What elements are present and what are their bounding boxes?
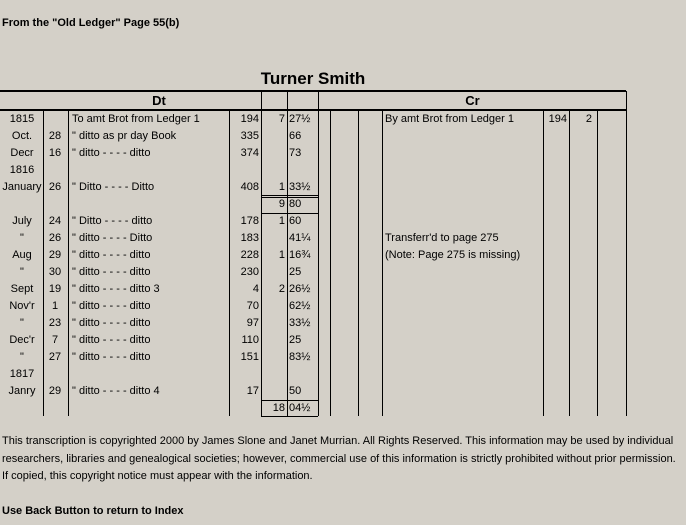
debit-desc-cell bbox=[72, 196, 228, 213]
debit-folio-cell: 97 bbox=[246, 317, 259, 329]
debit-pounds-cell bbox=[262, 145, 285, 162]
debit-folio-cell: 230 bbox=[240, 266, 259, 278]
debit-pounds-cell bbox=[262, 315, 285, 332]
debit-shillings-cell bbox=[289, 162, 317, 179]
debit-folio-cell bbox=[230, 162, 259, 179]
debit-folio-cell bbox=[230, 196, 259, 213]
debit-folio-cell bbox=[230, 366, 259, 383]
debit-desc-cell: " ditto - - - - ditto bbox=[72, 351, 151, 363]
credit-desc-cell bbox=[385, 179, 542, 196]
debit-pounds-cell bbox=[262, 383, 285, 400]
debit-day-cell: 30 bbox=[48, 266, 62, 278]
debit-day-cell: 26 bbox=[48, 181, 62, 193]
credit-pounds-cell bbox=[570, 247, 592, 264]
debit-folio-cell: 178 bbox=[240, 215, 259, 227]
debit-day-cell: 23 bbox=[48, 317, 62, 329]
debit-desc-cell: " ditto - - - - ditto bbox=[72, 249, 151, 261]
debit-month-cell: " bbox=[20, 266, 24, 278]
debit-day-cell: 29 bbox=[48, 385, 62, 397]
debit-desc-cell bbox=[72, 162, 228, 179]
debit-shillings-cell: 27½ bbox=[289, 113, 311, 125]
credit-folio-cell bbox=[544, 128, 567, 145]
credit-pounds-cell bbox=[570, 213, 592, 230]
debit-folio-cell: 4 bbox=[252, 283, 259, 295]
debit-pounds-cell bbox=[262, 230, 285, 247]
debit-shillings-cell: 16¾ bbox=[289, 249, 311, 261]
debit-shillings-cell: 41¼ bbox=[289, 232, 311, 244]
debit-pounds-cell bbox=[262, 162, 285, 179]
debit-pounds-cell: 18 bbox=[272, 402, 285, 414]
debit-day-cell bbox=[44, 400, 66, 417]
debit-pounds-cell: 1 bbox=[278, 181, 285, 193]
debit-month-cell: Nov'r bbox=[9, 300, 35, 312]
debit-pounds-cell bbox=[262, 332, 285, 349]
debit-desc-cell: " Ditto - - - - ditto bbox=[72, 215, 153, 227]
debit-pounds-cell bbox=[262, 264, 285, 281]
account-name: Turner Smith bbox=[260, 69, 366, 88]
column-divider bbox=[382, 110, 383, 416]
credit-shillings-cell bbox=[599, 230, 625, 247]
credit-pounds-cell: 2 bbox=[585, 113, 592, 125]
debit-day-cell bbox=[44, 111, 66, 128]
debit-pounds-cell: 2 bbox=[278, 283, 285, 295]
debit-shillings-cell: 25 bbox=[289, 334, 302, 346]
credit-shillings-cell bbox=[599, 162, 625, 179]
debit-shillings-cell: 33½ bbox=[289, 317, 311, 329]
debit-folio-cell: 335 bbox=[240, 130, 259, 142]
debit-month-cell bbox=[2, 400, 42, 417]
debit-day-cell: 29 bbox=[48, 249, 62, 261]
debit-pounds-cell bbox=[262, 298, 285, 315]
debit-shillings-cell: 73 bbox=[289, 147, 302, 159]
debit-pounds-cell bbox=[262, 128, 285, 145]
debit-pounds-cell: 9 bbox=[278, 198, 285, 210]
credit-header: Cr bbox=[465, 93, 480, 108]
debit-desc-cell: " ditto - - - - ditto bbox=[72, 334, 151, 346]
debit-month-cell: Dec'r bbox=[9, 334, 35, 346]
debit-folio-cell: 70 bbox=[246, 300, 259, 312]
credit-folio-cell bbox=[544, 230, 567, 247]
credit-shillings-cell bbox=[599, 196, 625, 213]
credit-desc-cell bbox=[385, 196, 542, 213]
credit-shillings-cell bbox=[599, 111, 625, 128]
column-divider bbox=[318, 91, 319, 416]
debit-desc-cell: " Ditto - - - - Ditto bbox=[72, 181, 155, 193]
debit-pounds-cell bbox=[262, 366, 285, 383]
credit-pounds-cell bbox=[570, 162, 592, 179]
debit-pounds-cell bbox=[262, 349, 285, 366]
debit-day-cell: 26 bbox=[48, 232, 62, 244]
debit-shillings-cell: 83½ bbox=[289, 351, 311, 363]
credit-desc-cell bbox=[385, 162, 542, 179]
column-divider bbox=[330, 110, 331, 416]
debit-desc-cell: " ditto - - - - ditto bbox=[72, 317, 151, 329]
copyright-notice: This transcription is copyrighted 2000 by James Slone and Janet Murrian. All Rights Reserved. This information may be used by individual researchers, libraries and genealogical societies; however, commercial use of this information is strictly prohibited without prior permission. If copied, this copyright notice must appear with the information. bbox=[2, 435, 676, 482]
debit-day-cell: 19 bbox=[48, 283, 62, 295]
debit-shillings-cell: 62½ bbox=[289, 300, 311, 312]
credit-desc-cell bbox=[385, 145, 542, 162]
debit-month-cell: Aug bbox=[12, 249, 32, 261]
subtotal-rule bbox=[261, 213, 318, 214]
credit-shillings-cell bbox=[599, 213, 625, 230]
column-divider bbox=[626, 91, 627, 416]
debit-desc-cell: To amt Brot from Ledger 1 bbox=[72, 113, 200, 125]
column-divider bbox=[358, 110, 359, 416]
debit-pounds-cell: 7 bbox=[278, 113, 285, 125]
credit-pounds-cell bbox=[570, 145, 592, 162]
debit-day-cell: 24 bbox=[48, 215, 62, 227]
back-instruction: Use Back Button to return to Index bbox=[2, 505, 184, 517]
debit-folio-cell: 194 bbox=[240, 113, 259, 125]
debit-month-cell: Decr bbox=[10, 147, 34, 159]
debit-day-cell bbox=[44, 366, 66, 383]
debit-day-cell: 28 bbox=[48, 130, 62, 142]
debit-header: Dt bbox=[152, 93, 166, 108]
credit-folio-cell bbox=[544, 179, 567, 196]
credit-pounds-cell bbox=[570, 179, 592, 196]
debit-shillings-cell: 80 bbox=[289, 198, 302, 210]
debit-month-cell: " bbox=[20, 232, 24, 244]
total-rule bbox=[261, 400, 318, 401]
credit-folio-cell bbox=[544, 196, 567, 213]
debit-month-cell: July bbox=[12, 215, 32, 227]
debit-folio-cell: 151 bbox=[240, 351, 259, 363]
debit-month-cell: Oct. bbox=[11, 130, 33, 142]
debit-desc-cell bbox=[72, 400, 228, 417]
debit-day-cell: 27 bbox=[48, 351, 62, 363]
debit-folio-cell: 17 bbox=[246, 385, 259, 397]
source-note: From the "Old Ledger" Page 55(b) bbox=[2, 17, 180, 29]
debit-day-cell: 16 bbox=[48, 147, 62, 159]
credit-desc-cell: (Note: Page 275 is missing) bbox=[385, 249, 521, 261]
credit-folio-cell bbox=[544, 162, 567, 179]
debit-month-cell: 1815 bbox=[9, 113, 35, 125]
debit-desc-cell bbox=[72, 366, 228, 383]
debit-pounds-cell: 1 bbox=[278, 215, 285, 227]
debit-shillings-cell: 50 bbox=[289, 385, 302, 397]
debit-folio-cell: 408 bbox=[240, 181, 259, 193]
total-rule bbox=[261, 416, 318, 417]
debit-desc-cell: " ditto - - - - ditto 4 bbox=[72, 385, 160, 397]
debit-shillings-cell: 66 bbox=[289, 130, 302, 142]
debit-shillings-cell bbox=[289, 366, 317, 383]
credit-desc-cell: Transferr'd to page 275 bbox=[385, 232, 499, 244]
credit-shillings-cell bbox=[599, 179, 625, 196]
debit-month-cell bbox=[2, 196, 42, 213]
debit-shillings-cell: 26½ bbox=[289, 283, 311, 295]
column-divider bbox=[68, 110, 69, 416]
debit-desc-cell: " ditto - - - - ditto bbox=[72, 266, 151, 278]
debit-folio-cell: 110 bbox=[241, 334, 259, 346]
debit-folio-cell bbox=[230, 400, 259, 417]
credit-desc-cell bbox=[385, 213, 542, 230]
credit-folio-cell bbox=[544, 247, 567, 264]
debit-shillings-cell: 60 bbox=[289, 215, 302, 227]
credit-desc-cell bbox=[385, 128, 542, 145]
debit-month-cell: " bbox=[20, 317, 24, 329]
credit-desc-cell: By amt Brot from Ledger 1 bbox=[385, 113, 514, 125]
debit-desc-cell: " ditto - - - - ditto bbox=[72, 300, 151, 312]
debit-month-cell: " bbox=[20, 351, 24, 363]
subtotal-rule bbox=[261, 197, 318, 198]
debit-desc-cell: " ditto - - - - Ditto bbox=[72, 232, 153, 244]
debit-month-cell: Janry bbox=[8, 385, 36, 397]
credit-pounds-cell bbox=[570, 128, 592, 145]
credit-pounds-cell bbox=[570, 230, 592, 247]
column-divider bbox=[597, 110, 598, 416]
credit-shillings-cell bbox=[599, 128, 625, 145]
debit-day-cell: 7 bbox=[51, 334, 59, 346]
credit-folio-cell bbox=[544, 213, 567, 230]
debit-month-cell: January bbox=[2, 181, 42, 193]
debit-day-cell bbox=[44, 196, 66, 213]
credit-shillings-cell bbox=[599, 145, 625, 162]
credit-pounds-cell bbox=[570, 196, 592, 213]
debit-day-cell bbox=[44, 162, 66, 179]
debit-desc-cell: " ditto - - - - ditto 3 bbox=[72, 283, 160, 295]
credit-folio-cell bbox=[544, 145, 567, 162]
debit-folio-cell: 228 bbox=[240, 249, 259, 261]
credit-shillings-cell bbox=[599, 247, 625, 264]
debit-shillings-cell: 04½ bbox=[289, 402, 311, 414]
subtotal-rule bbox=[261, 195, 318, 196]
column-divider bbox=[287, 91, 288, 416]
debit-day-cell: 1 bbox=[51, 300, 59, 312]
debit-pounds-cell: 1 bbox=[278, 249, 285, 261]
debit-month-cell: 1816 bbox=[9, 164, 35, 176]
debit-shillings-cell: 25 bbox=[289, 266, 302, 278]
debit-desc-cell: " ditto as pr day Book bbox=[72, 130, 177, 142]
debit-folio-cell: 183 bbox=[240, 232, 259, 244]
debit-month-cell: 1817 bbox=[9, 368, 35, 380]
debit-shillings-cell: 33½ bbox=[289, 181, 311, 193]
credit-folio-cell: 194 bbox=[548, 113, 567, 125]
debit-month-cell: Sept bbox=[10, 283, 34, 295]
debit-folio-cell: 374 bbox=[240, 147, 259, 159]
debit-desc-cell: " ditto - - - - ditto bbox=[72, 147, 151, 159]
